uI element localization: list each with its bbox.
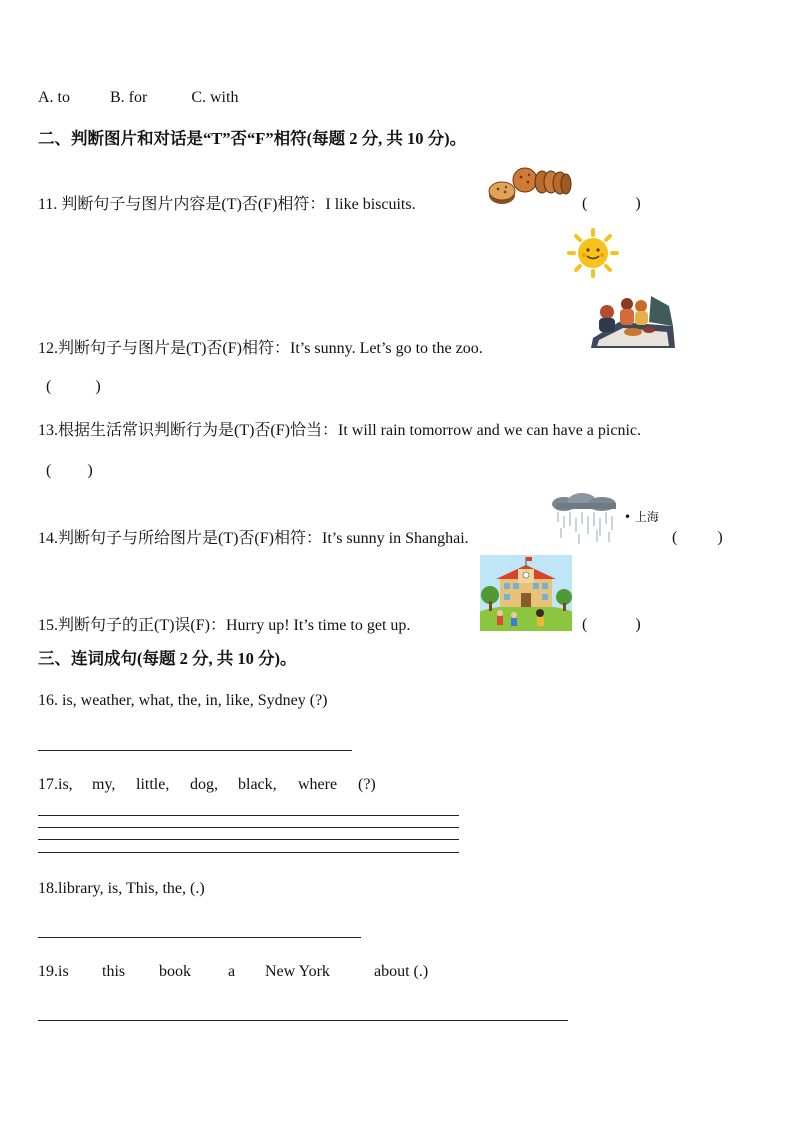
sun-image [566, 228, 620, 278]
answer-line-17b[interactable] [38, 827, 459, 828]
map-label-shanghai: • 上海 [624, 510, 659, 524]
answer-line-19[interactable] [38, 1020, 568, 1021]
question-18: 18.library, is, This, the, (.) [38, 880, 205, 897]
question-11: 11. 判断句子与图片内容是(T)否(F)相符：I like biscuits. [38, 196, 416, 213]
question-15: 15.判断句子的正(T)误(F)：Hurry up! It’s time to get up. [38, 617, 411, 634]
answer-line-18[interactable] [38, 937, 361, 938]
option-b: B. for [110, 89, 148, 106]
biscuits-image [486, 165, 572, 209]
option-a: A. to [38, 89, 70, 106]
answer-line-17d[interactable] [38, 852, 459, 853]
question-12: 12.判断句子与图片是(T)否(F)相符：It’s sunny. Let’s go to the zoo. [38, 340, 483, 357]
section-3-heading: 三、连词成句(每题 2 分, 共 10 分)。 [38, 649, 297, 668]
answer-line-17a[interactable] [38, 815, 459, 816]
school-image [480, 555, 572, 631]
answer-paren-14: ( ) [672, 529, 723, 546]
answer-line-17c[interactable] [38, 839, 459, 840]
question-14: 14.判断句子与所给图片是(T)否(F)相符：It’s sunny in Shanghai. [38, 530, 469, 547]
option-c: C. with [191, 89, 239, 106]
answer-paren-15: ( ) [582, 616, 641, 633]
answer-options [38, 88, 278, 108]
question-17: 17.is, my, little, dog, black, where (?) [38, 776, 376, 793]
picnic-image [589, 292, 677, 350]
answer-paren-12: ( ) [46, 378, 101, 395]
question-16: 16. is, weather, what, the, in, like, Sydney (?) [38, 692, 328, 709]
question-13: 13.根据生活常识判断行为是(T)否(F)恰当：It will rain tomorrow and we can have a picnic. [38, 422, 641, 439]
question-19: 19.is this book a New York about (.) [38, 963, 429, 980]
answer-paren-11: ( ) [582, 195, 641, 212]
section-2-heading: 二、判断图片和对话是“T”否“F”相符(每题 2 分, 共 10 分)。 [38, 129, 467, 148]
answer-line-16[interactable] [38, 750, 352, 751]
rain-cloud-image [550, 492, 622, 548]
answer-paren-13: ( ) [46, 462, 93, 479]
